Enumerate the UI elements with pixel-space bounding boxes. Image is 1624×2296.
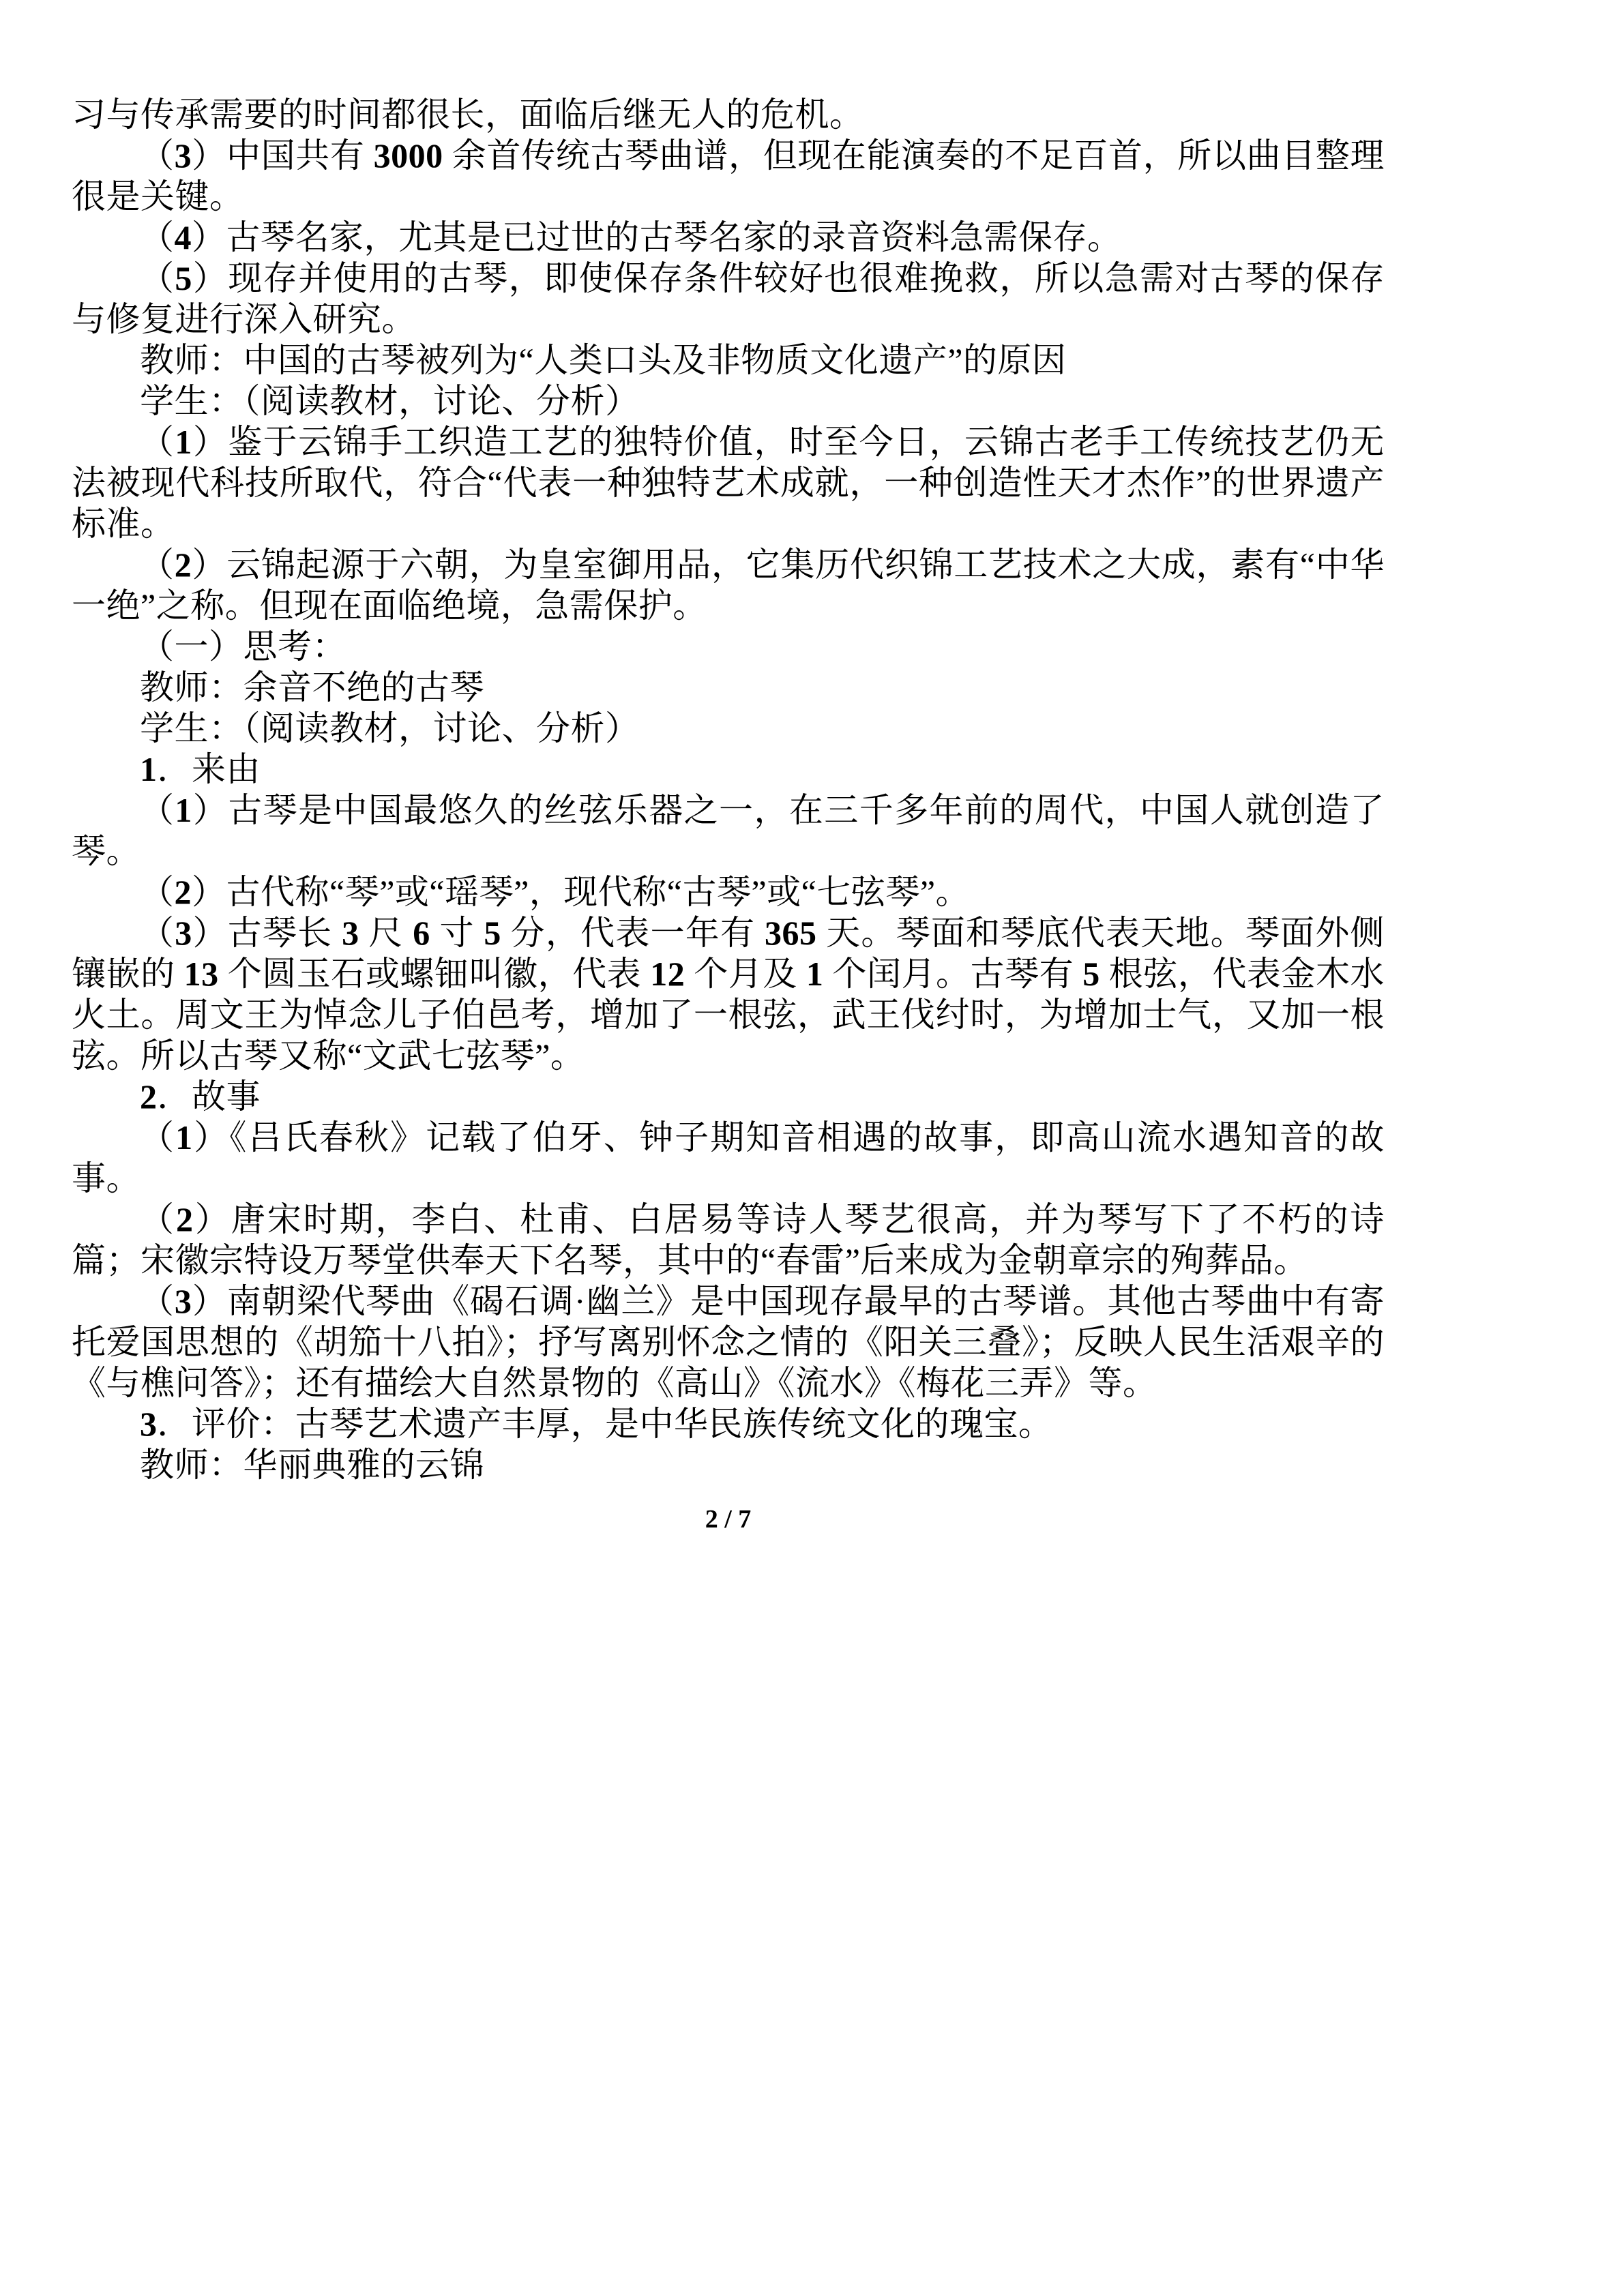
- paragraph: （1）鉴于云锦手工织造工艺的独特价值，时至今日，云锦古老手工传统技艺仍无法被现代科技所取代，符合“代表一种独特艺术成就，一种创造性天才杰作”的世界遗产标准。: [72, 423, 1385, 543]
- page-number: 2 / 7: [705, 1505, 752, 1534]
- paragraph: （4）古琴名家，尤其是已过世的古琴名家的录音资料急需保存。: [140, 218, 1122, 256]
- paragraph: （2）古代称“琴”或“瑶琴”，现代称“古琴”或“七弦琴”。: [140, 873, 971, 911]
- numeral: 3: [174, 136, 192, 175]
- numeral: 3: [342, 914, 359, 952]
- numeral: 1: [140, 750, 158, 788]
- document-body: [72, 94, 1385, 1485]
- numeral: 4: [174, 218, 192, 256]
- paragraph: （2）云锦起源于六朝，为皇室御用品，它集历代织锦工艺技术之大成，素有“中华一绝”之称。但现在面临绝境，急需保护。: [72, 546, 1385, 625]
- numeral: 2: [175, 1200, 194, 1238]
- numeral: 13: [183, 955, 219, 993]
- paragraph: （1）《吕氏春秋》记载了伯牙、钟子期知音相遇的故事，即高山流水遇知音的故事。: [72, 1118, 1385, 1197]
- numeral: 3: [140, 1405, 158, 1443]
- numeral: 365: [764, 914, 817, 952]
- numeral: 6: [413, 914, 430, 952]
- numeral: 2: [174, 873, 192, 911]
- paragraph: 1．来由: [140, 750, 261, 788]
- paragraph: （3）中国共有 3000 余首传统古琴曲谱，但现在能演奏的不足百首，所以曲目整理很是关键。: [72, 136, 1385, 215]
- numeral: 5: [175, 259, 192, 297]
- numeral: 3000: [373, 136, 443, 175]
- numeral: 1: [806, 955, 824, 993]
- numeral: 5: [484, 914, 501, 952]
- paragraph: （5）现存并使用的古琴，即使保存条件较好也很难挽救，所以急需对古琴的保存与修复进行深入研究。: [72, 259, 1385, 338]
- numeral: 3: [174, 1282, 192, 1320]
- paragraph: （一）思考：: [140, 627, 346, 666]
- paragraph: （2）唐宋时期，李白、杜甫、白居易等诗人琴艺很高，并为琴写下了不朽的诗篇；宋徽宗特设万琴堂供奉天下名琴，其中的“春雷”后来成为金朝章宗的殉葬品。: [72, 1200, 1385, 1279]
- paragraph: （1）古琴是中国最悠久的丝弦乐器之一，在三千多年前的周代，中国人就创造了琴。: [72, 791, 1385, 870]
- numeral: 1: [175, 423, 192, 461]
- numeral: 2: [140, 1077, 158, 1116]
- paragraph: 教师：中国的古琴被列为“人类口头及非物质文化遗产”的原因: [140, 341, 1067, 379]
- page-content: [72, 94, 1385, 1536]
- paragraph: 2．故事: [140, 1077, 261, 1116]
- paragraph: 学生：（阅读教材，讨论、分析）: [140, 382, 640, 420]
- paragraph: 3．评价：古琴艺术遗产丰厚，是中华民族传统文化的瑰宝。: [140, 1405, 1053, 1443]
- numeral: 5: [1082, 955, 1100, 993]
- paragraph: 习与传承需要的时间都很长，面临后继无人的危机。: [72, 95, 864, 134]
- numeral: 12: [650, 955, 685, 993]
- paragraph: 教师：华丽典雅的云锦: [140, 1446, 484, 1484]
- numeral: 1: [175, 1118, 193, 1157]
- paragraph: （3）古琴长 3 尺 6 寸 5 分，代表一年有 365 天。琴面和琴底代表天地。琴面外侧镶嵌的 13 个圆玉石或螺钿叫徽，代表 12 个月及 1 个闰月。古琴有 5 根弦，代表金木水火土。周文王为悼念儿子伯邑考，增加了一根弦，武王伐纣时，为增加士气，又加一根弦。所以古琴又称“文武七弦琴”。: [72, 914, 1385, 1075]
- numeral: 3: [175, 914, 192, 952]
- numeral: 2: [174, 546, 192, 584]
- numeral: 1: [175, 791, 192, 829]
- paragraph: 教师：余音不绝的古琴: [140, 668, 484, 706]
- paragraph: （3）南朝梁代琴曲《碣石调·幽兰》是中国现存最早的古琴谱。其他古琴曲中有寄托爱国思想的《胡笳十八拍》；抒写离别怀念之情的《阳关三叠》；反映人民生活艰辛的《与樵问答》；还有描绘大自然景物的《高山》《流水》《梅花三弄》等。: [72, 1282, 1385, 1402]
- paragraph: 学生：（阅读教材，讨论、分析）: [140, 709, 640, 747]
